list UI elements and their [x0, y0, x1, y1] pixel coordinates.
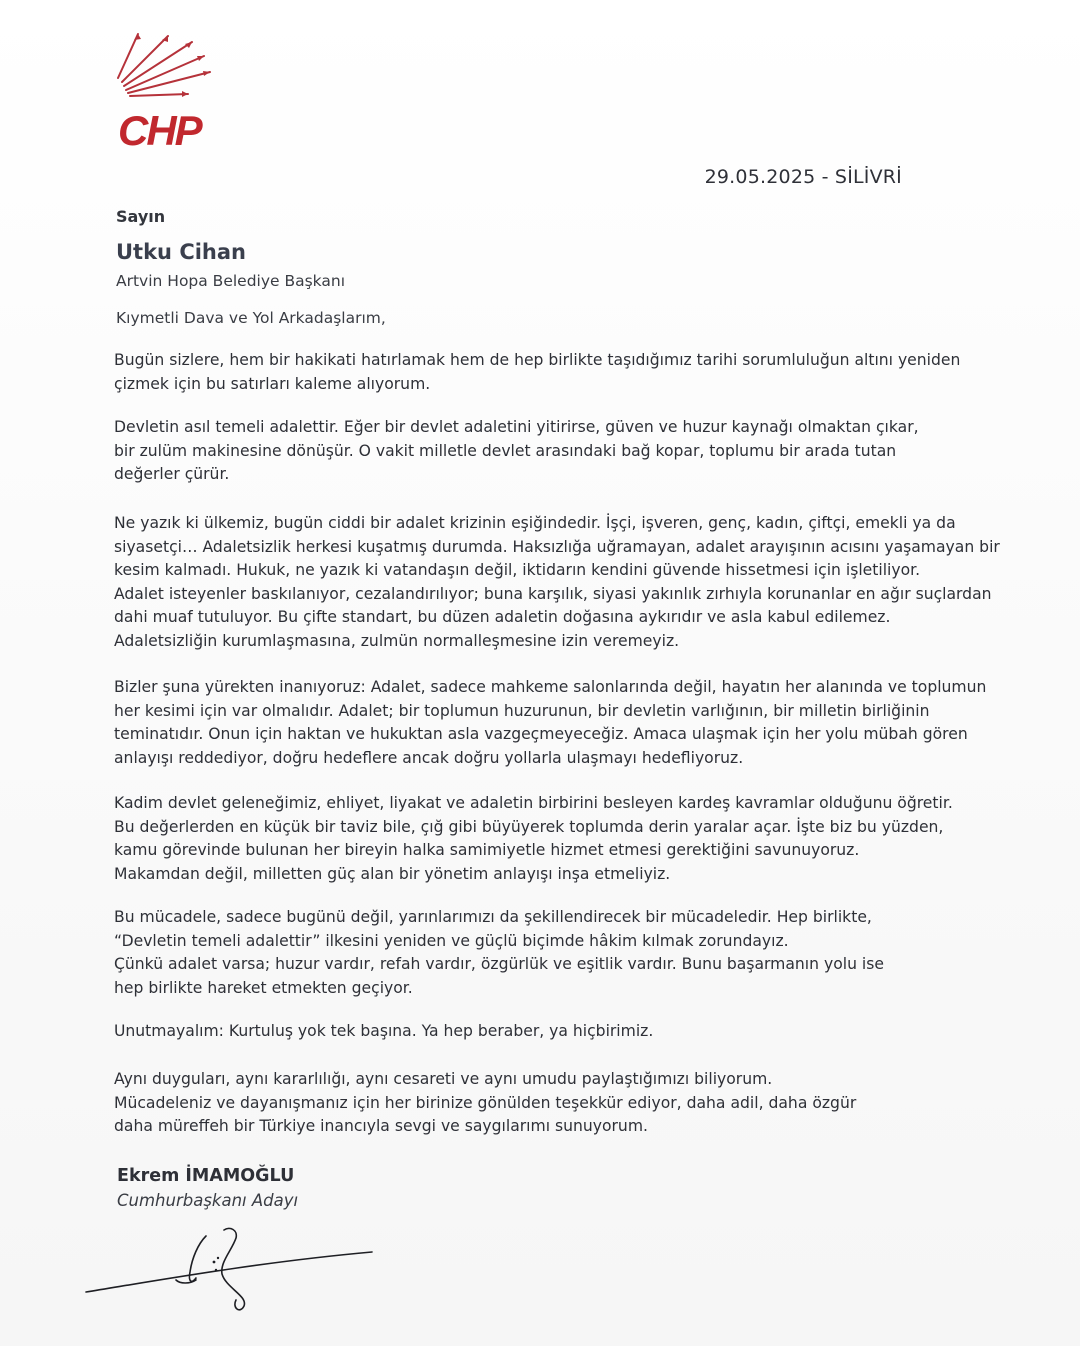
text-line: daha müreffeh bir Türkiye inancıyla sevgi ve saygılarımı sunuyorum. [114, 1117, 648, 1135]
paragraph [114, 906, 984, 1000]
paragraph [114, 416, 984, 487]
date-location: 29.05.2025 - SİLİVRİ [704, 166, 902, 188]
recipient-name: Utku Cihan [116, 240, 246, 264]
paragraph [114, 1068, 984, 1139]
text-line: Bizler şuna yürekten inanıyoruz: Adalet, sadece mahkeme salonlarında değil, hayatın her alanında ve toplumun [114, 678, 987, 696]
text-line: “Devletin temeli adalettir” ilkesini yeniden ve güçlü biçimde hâkim kılmak zorundayız. [114, 931, 789, 950]
text-line: Devletin asıl temeli adalettir. Eğer bir devlet adaletini yitirirse, güven ve huzur kaynağı olmaktan çıkar, [114, 418, 919, 436]
text-line: Makamdan değil, milletten güç alan bir yönetim anlayışı inşa etmeliyiz. [114, 864, 671, 883]
text-line: bir zulüm makinesine dönüşür. O vakit milletle devlet arasındaki bağ kopar, toplumu bir arada tutan [114, 441, 897, 460]
text-line: değerler çürür. [114, 465, 230, 483]
text-line: Mücadeleniz ve dayanışmanız için her birinize gönülden teşekkür ediyor, daha adil, daha özgür [114, 1093, 857, 1112]
text-line: Bugün sizlere, hem bir hakikati hatırlamak hem de hep birlikte taşıdığımız tarihi sorumluluğun altını yeniden [114, 351, 961, 369]
text-line: Bu mücadele, sadece bugünü değil, yarınlarımızı da şekillendirecek bir mücadeledir. Hep birlikte, [114, 908, 872, 926]
text-line: Kadim devlet geleneğimiz, ehliyet, liyakat ve adaletin birbirini besleyen kardeş kavramlar olduğunu öğretir. [114, 794, 953, 812]
text-line: Ne yazık ki ülkemiz, bugün ciddi bir adalet krizinin eşiğindedir. İşçi, işveren, genç, kadın, çiftçi, emekli ya da [114, 514, 956, 532]
text-line: kesim kalmadı. Hukuk, ne yazık ki vatandaşın değil, iktidarın kendini güvende hissetmesi için işletiliyor. [114, 561, 921, 579]
signer-title: Cumhurbaşkanı Adayı [117, 1191, 299, 1210]
text-line: her kesimi için var olmalıdır. Adalet; bir toplumun huzurunun, bir devletin varlığının, bir milletin birliğinin [114, 701, 930, 720]
paragraph [114, 676, 987, 770]
text-line: Adaletsizliğin kurumlaşmasına, zulmün normalleşmesine izin veremeyiz. [114, 631, 680, 650]
text-line: teminatıdır. Onun için haktan ve hukuktan asla vazgeçmeyeceğiz. Amaca ulaşmak için her yolu mübah gören [114, 725, 968, 743]
text-line: Adalet isteyenler baskılanıyor, cezalandırılıyor; buna karşılık, siyasi yakınlık zırhıyla korunanlar en ağır suçlardan [114, 584, 992, 603]
paragraph [114, 512, 1000, 653]
signer-name: Ekrem İMAMOĞLU [117, 1166, 295, 1186]
chp-logo [110, 28, 220, 158]
paragraph [114, 1020, 984, 1044]
text-line: hep birlikte hareket etmekten geçiyor. [114, 978, 413, 997]
logo-wordmark: CHP [118, 107, 201, 154]
text-line: Unutmayalım: Kurtuluş yok tek başına. Ya hep beraber, ya hiçbirimiz. [114, 1022, 654, 1040]
text-line: anlayışı reddediyor, doğru hedeflere ancak doğru yollarla ulaşmayı hedefliyoruz. [114, 748, 744, 767]
paragraph [114, 792, 984, 886]
text-line: Aynı duyguları, aynı kararlılığı, aynı cesareti ve aynı umudu paylaştığımızı biliyorum. [114, 1070, 773, 1088]
greeting: Kıymetli Dava ve Yol Arkadaşlarım, [116, 309, 386, 327]
six-arrows-icon [110, 28, 220, 108]
text-line: siyasetçi… Adaletsizlik herkesi kuşatmış durumda. Haksızlığa uğramayan, adalet arayışının acısını yaşamayan bir [114, 537, 1000, 556]
text-line: kamu görevinde bulunan her bireyin halka samimiyetle hizmet etmesi gerektiğini savunuyoruz. [114, 841, 860, 859]
text-line: çizmek için bu satırları kaleme alıyorum. [114, 374, 431, 393]
salutation: Sayın [116, 207, 166, 226]
recipient-title: Artvin Hopa Belediye Başkanı [116, 272, 346, 290]
text-line: Bu değerlerden en küçük bir taviz bile, çığ gibi büyüyerek toplumda derin yaralar açar. İşte biz bu yüzden, [114, 817, 944, 836]
paragraph [114, 349, 984, 396]
text-line: dahi muaf tutuluyor. Bu çifte standart, bu düzen adaletin doğasına aykırıdır ve asla kabul edilemez. [114, 608, 891, 626]
handwritten-signature [80, 1222, 380, 1322]
text-line: Çünkü adalet varsa; huzur vardır, refah vardır, özgürlük ve eşitlik vardır. Bunu başarmanın yolu ise [114, 955, 884, 973]
